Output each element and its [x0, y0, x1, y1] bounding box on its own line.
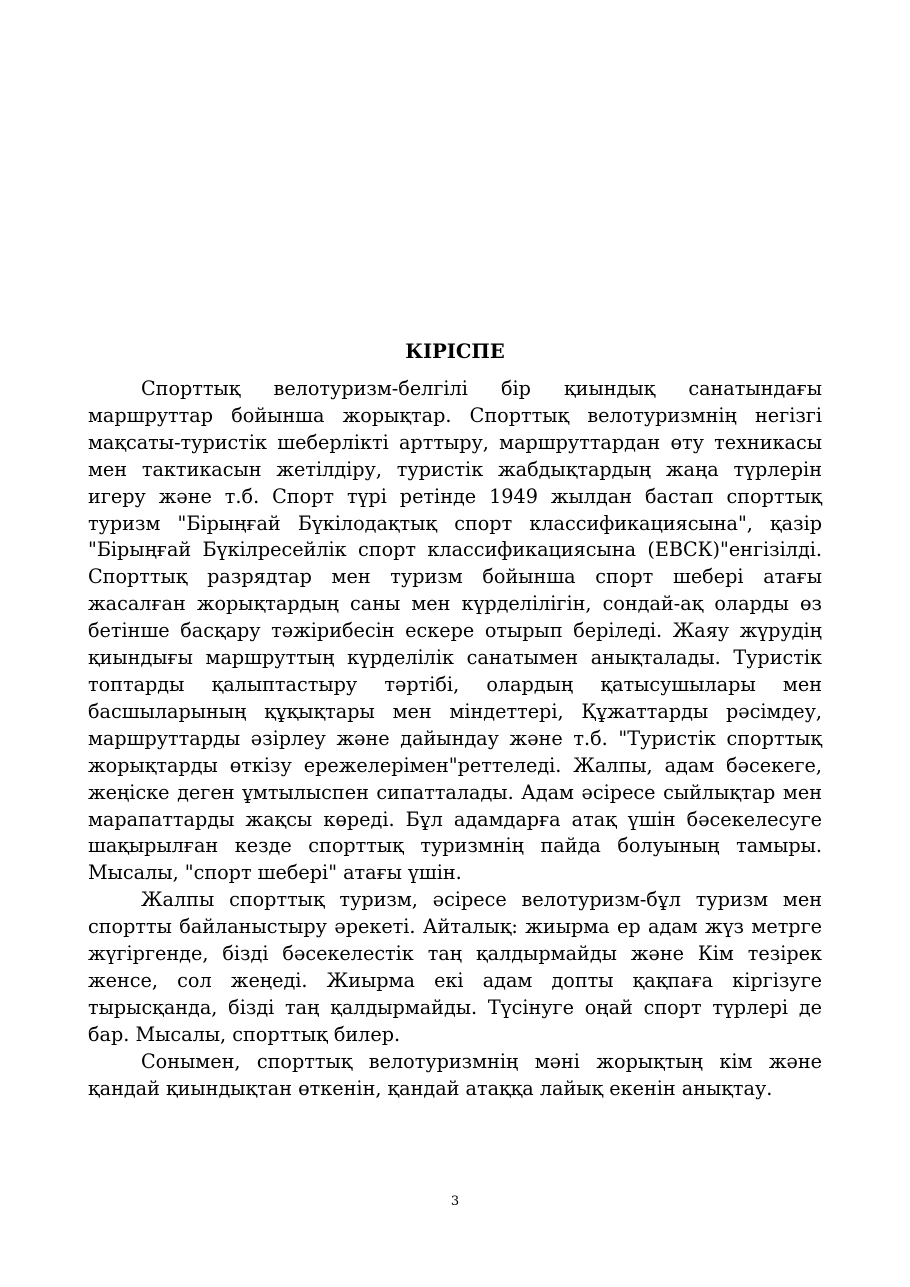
page-number: 3 — [450, 1194, 460, 1209]
body-text — [88, 376, 822, 1102]
paragraph-2: Жалпы спорттық туризм, әсіресе велотуризм-бұл туризм мен спортты байланыстыру әрекеті. Айталық: жиырма ер адам жүз метрге жүгіргенде, бізді бәсекелестік таң қалдырмайды және Кім тезірек женсе, сол жеңеді. Жиырма екі адам допты қақпаға кіргізуге тырысқанда, бізді таң қалдырмайды. Түсінуге оңай спорт түрлері де бар. Мысалы, спорттық билер. — [88, 888, 822, 1046]
section-heading: КІРІСПЕ — [405, 340, 505, 363]
paragraph-1: Спорттық велотуризм-белгілі бір қиындық санатындағы маршруттар бойынша жорықтар. Спорттық велотуризмнің негізгі мақсаты-туристік шеберлікті арттыру, маршруттардан өту техникасы мен тактикасын жетілдіру, туристік жабдықтардың жаңа түрлерін игеру және т.б. Спорт түрі ретінде 1949 жылдан бастап спорттық туризм "Бірыңғай Бүкілодақтық спорт классификациясына", қазір "Бірыңғай Бүкілресейлік спорт классификациясына (ЕВСК)"енгізілді. Спорттық разрядтар мен туризм бойынша спорт шебері атағы жасалған жорықтардың саны мен күрделілігін, сондай-ақ оларды өз бетінше басқару тәжірибесін ескере отырып беріледі. Жаяу жүрудің қиындығы маршруттың күрделілік санатымен анықталады. Туристік топтарды қалыптастыру тәртібі, олардың қатысушылары мен басшыларының құқықтары мен міндеттері, Құжаттарды рәсімдеу, маршруттарды әзірлеу және дайындау және т.б. "Туристік спорттық жорықтарды өткізу ережелерімен"реттеледі. Жалпы, адам бәсекеге, жеңіске деген ұмтылыспен сипатталады. Адам әсіресе сыйлықтар мен марапаттарды жақсы көреді. Бұл адамдарға атақ үшін бәсекелесуге шақырылған кезде спорттық туризмнің пайда болуының тамыры. Мысалы, "спорт шебері" атағы үшін. — [88, 377, 822, 885]
paragraph-3: Сонымен, спорттық велотуризмнің мәні жорықтың кім және қандай қиындықтан өткенін, қандай атаққа лайық екенін анықтау. — [88, 1049, 822, 1100]
